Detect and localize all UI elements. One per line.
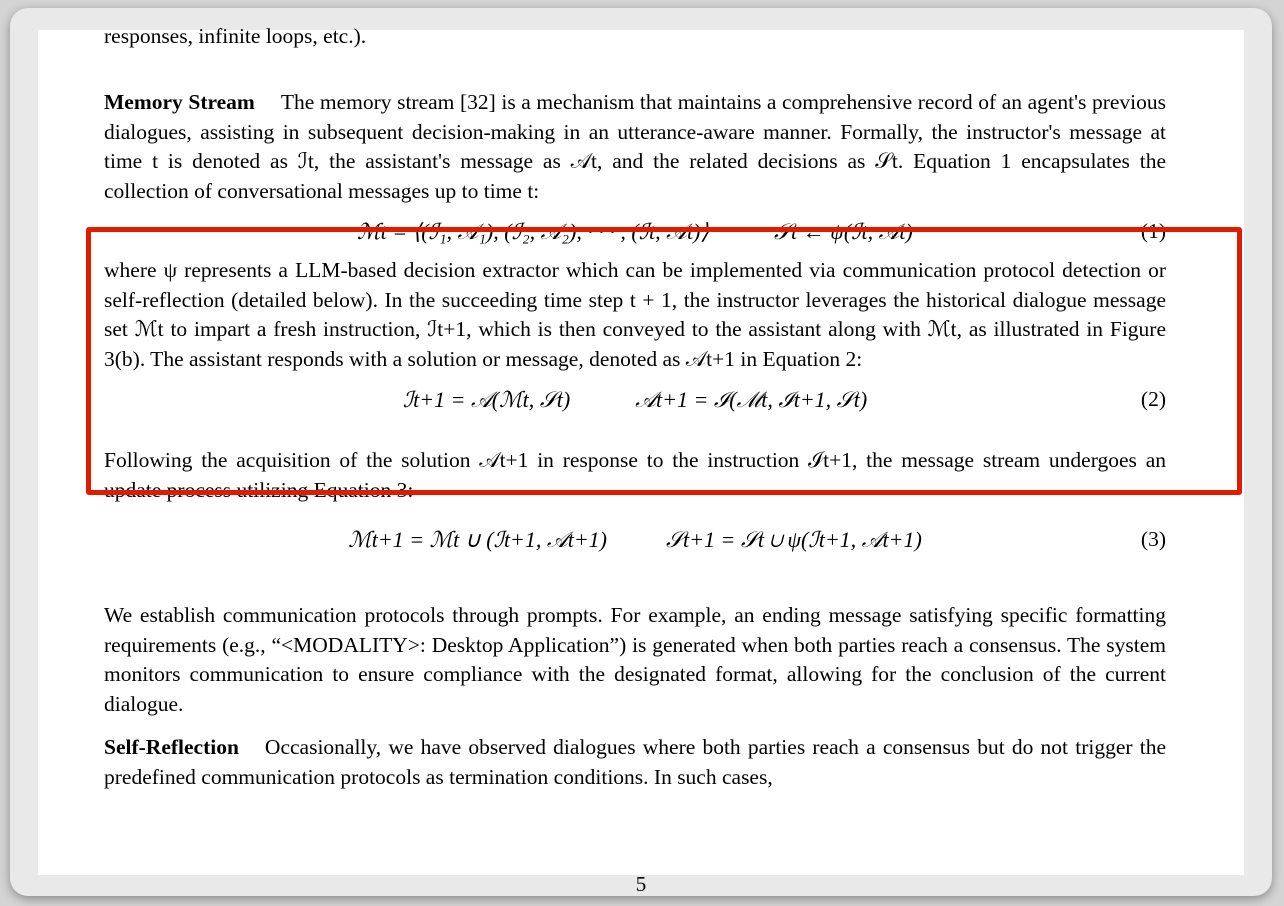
equation-1-number: (1)	[1140, 219, 1166, 243]
runin-heading-memory-stream: Memory Stream	[104, 90, 255, 114]
clipped-previous-paragraph	[104, 24, 1166, 60]
paragraph-memory-stream	[104, 88, 1166, 206]
paragraph-self-reflection-text: Occasionally, we have observed dialogues where both parties reach a consensus but do not trigger the predefined communication protocols as termination conditions. In such cases,	[104, 735, 1166, 789]
equation-3-number: (3)	[1140, 527, 1166, 551]
equation-2-number: (2)	[1140, 387, 1166, 411]
equation-2-left: ℐt+1 = 𝒜(ℳt, 𝒮t)	[402, 387, 571, 412]
paper-page	[38, 24, 1244, 896]
text-column	[104, 88, 1166, 792]
page-frame	[10, 8, 1272, 896]
equation-3	[104, 527, 1166, 553]
paragraph-self-reflection	[104, 733, 1166, 792]
equation-1	[104, 219, 1166, 245]
equation-2-right: 𝒜t+1 = ℐ(ℳt, ℐt+1, 𝒮t)	[635, 387, 868, 412]
equation-2	[104, 387, 1166, 413]
paragraph-memory-stream-text: The memory stream [32] is a mechanism that maintains a comprehensive record of an agent's previous dialogues, assisting in subsequent decision-making in an utterance-aware manner. Formally, the instructor's message at time t is denoted as ℐt, the assistant's message as 𝒜t, and the related decisions as 𝒮t. Equation 1 encapsulates the collection of conversational messages up to time t:	[104, 90, 1166, 203]
equation-1-left: ℳt = ⟨(ℐ₁, 𝒜₁), (ℐ₂, 𝒜₂), · · · , (ℐt, 𝒜t)⟩	[357, 219, 710, 244]
page-number	[38, 872, 1244, 896]
equation-1-right: 𝒮t ← ψ(ℐt, 𝒜t)	[774, 219, 913, 244]
paragraph-communication-protocols: We establish communication protocols through prompts. For example, an ending message satisfying specific formatting requirements (e.g., “<MODALITY>: Desktop Application”) is generated when both parties reach a consensus. The system monitors communication to ensure compliance with the designated format, allowing for the conclusion of the current dialogue.	[104, 603, 1166, 716]
equation-3-right: 𝒮t+1 = 𝒮t ∪ ψ(ℐt+1, 𝒜t+1)	[666, 527, 922, 552]
page-number-text: 5	[635, 872, 647, 896]
runin-heading-self-reflection: Self-Reflection	[104, 735, 239, 759]
paragraph-after-equation-2: Following the acquisition of the solution 𝒜t+1 in response to the instruction ℐt+1, the message stream undergoes an update process utilizing Equation 3:	[104, 448, 1166, 502]
equation-3-left: ℳt+1 = ℳt ∪ (ℐt+1, 𝒜t+1)	[348, 527, 608, 552]
paragraph-after-equation-1: where ψ represents a LLM-based decision extractor which can be implemented via communication protocol detection or self-reflection (detailed below). In the succeeding time step t + 1, the instructor leverages the historical dialogue message set ℳt to impart a fresh instruction, ℐt+1, which is then conveyed to the assistant along with ℳt, as illustrated in Figure 3(b). The assistant responds with a solution or message, denoted as 𝒜t+1 in Equation 2:	[104, 258, 1166, 371]
clipped-line-text: responses, infinite loops, etc.).	[104, 24, 367, 48]
